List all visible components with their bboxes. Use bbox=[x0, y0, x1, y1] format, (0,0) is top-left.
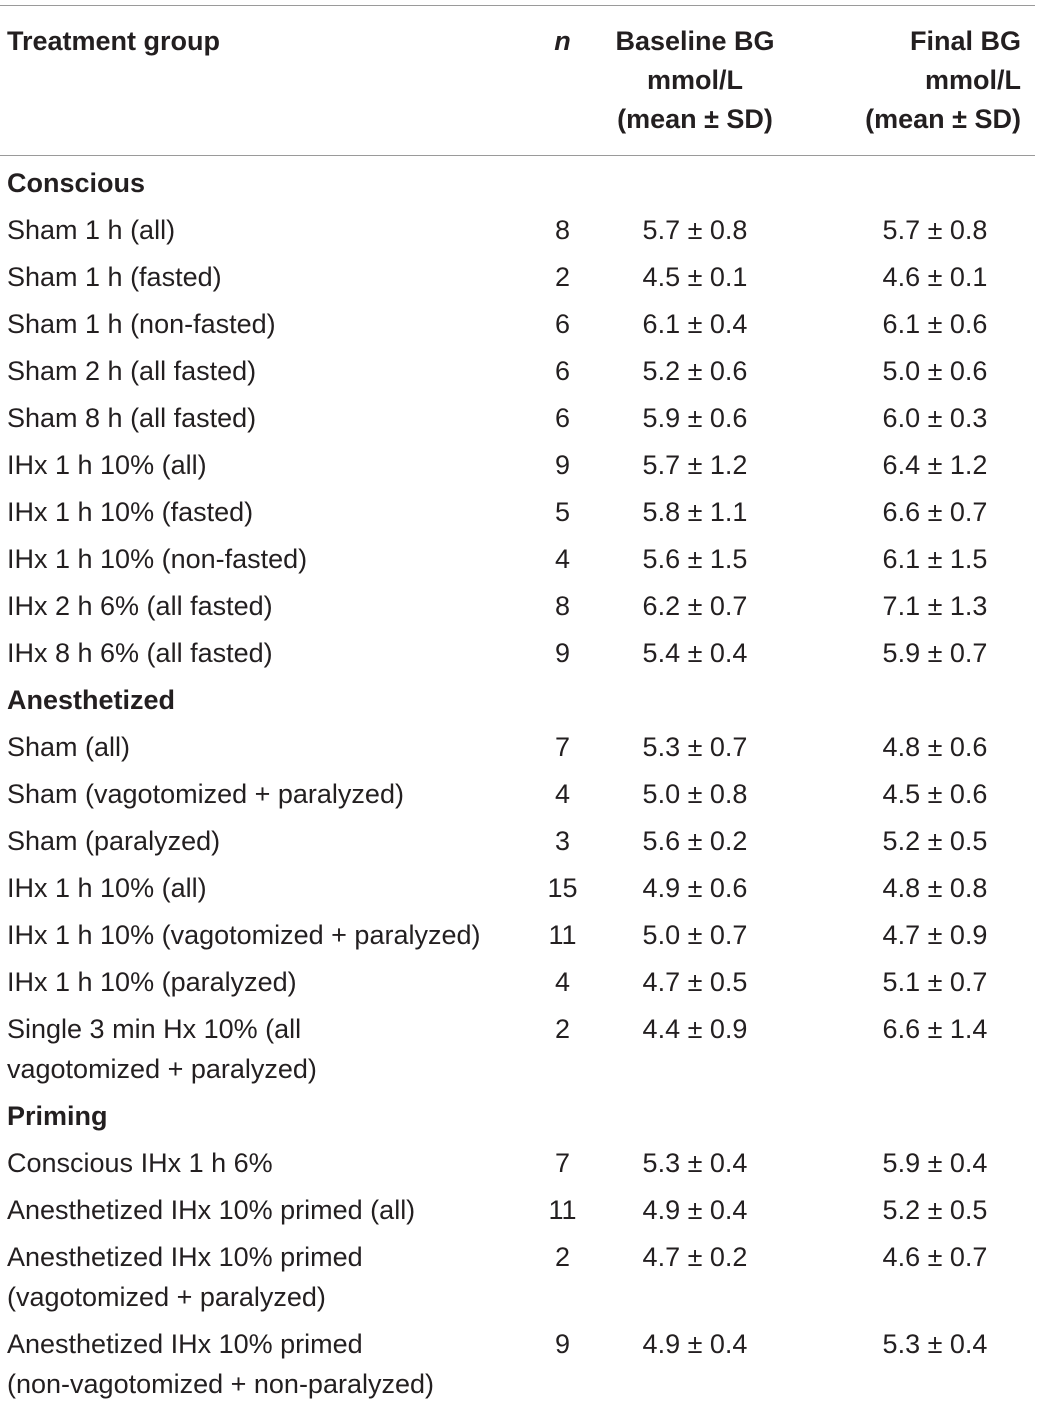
cell-final-bg: 4.6 ± 0.7 bbox=[882, 1242, 988, 1272]
cell-treatment-group: IHx 1 h 10% (vagotomized + paralyzed) bbox=[7, 920, 481, 950]
cell-baseline-bg: 5.3 ± 0.4 bbox=[642, 1148, 748, 1178]
cell-baseline-bg: 5.0 ± 0.8 bbox=[642, 779, 748, 809]
cell-treatment-group: Sham 1 h (non-fasted) bbox=[7, 309, 276, 339]
table-row bbox=[0, 395, 1035, 442]
table-row bbox=[0, 865, 1035, 912]
cell-treatment-group: IHx 8 h 6% (all fasted) bbox=[7, 638, 273, 668]
cell-final-bg: 5.3 ± 0.4 bbox=[882, 1329, 988, 1359]
table-header-row bbox=[0, 0, 1035, 139]
cell-final-bg: 5.2 ± 0.5 bbox=[882, 826, 988, 856]
table-row bbox=[0, 1140, 1035, 1187]
header-final-line: Final BG bbox=[909, 26, 1021, 56]
cell-treatment-group bbox=[0, 1006, 520, 1093]
cell-baseline-bg: 4.9 ± 0.4 bbox=[642, 1195, 748, 1225]
cell-baseline-bg: 4.7 ± 0.2 bbox=[642, 1242, 748, 1272]
table-row bbox=[0, 724, 1035, 771]
cell-treatment-group: Sham (paralyzed) bbox=[7, 826, 221, 856]
cell-final-bg: 5.0 ± 0.6 bbox=[882, 356, 988, 386]
cell-treatment-group: IHx 1 h 10% (paralyzed) bbox=[7, 967, 297, 997]
cell-final-bg: 4.6 ± 0.1 bbox=[882, 262, 988, 292]
cell-baseline-bg: 4.9 ± 0.6 bbox=[642, 873, 748, 903]
cell-treatment-group: IHx 1 h 10% (all) bbox=[7, 450, 207, 480]
section-title: Priming bbox=[7, 1101, 108, 1131]
cell-treatment-group-line: Anesthetized IHx 10% primed bbox=[7, 1242, 363, 1272]
cell-treatment-group: IHx 2 h 6% (all fasted) bbox=[7, 591, 273, 621]
cell-n: 9 bbox=[554, 638, 571, 668]
cell-n: 2 bbox=[554, 262, 571, 292]
table-row bbox=[0, 1321, 1035, 1408]
cell-treatment-group: Sham (vagotomized + paralyzed) bbox=[7, 779, 404, 809]
table-row bbox=[0, 489, 1035, 536]
table-row bbox=[0, 771, 1035, 818]
cell-treatment-group-line: Anesthetized IHx 10% primed bbox=[7, 1329, 363, 1359]
table-row bbox=[0, 348, 1035, 395]
cell-baseline-bg: 5.9 ± 0.6 bbox=[642, 403, 748, 433]
cell-final-bg: 4.8 ± 0.8 bbox=[882, 873, 988, 903]
cell-n: 3 bbox=[554, 826, 571, 856]
cell-n: 6 bbox=[554, 309, 571, 339]
cell-final-bg: 5.9 ± 0.7 bbox=[882, 638, 988, 668]
cell-final-bg: 6.6 ± 0.7 bbox=[882, 497, 988, 527]
cell-treatment-group bbox=[0, 1234, 520, 1321]
table-row bbox=[0, 301, 1035, 348]
cell-baseline-bg: 4.7 ± 0.5 bbox=[642, 967, 748, 997]
cell-final-bg: 4.8 ± 0.6 bbox=[882, 732, 988, 762]
cell-final-bg: 6.6 ± 1.4 bbox=[882, 1014, 988, 1044]
cell-baseline-bg: 4.4 ± 0.9 bbox=[642, 1014, 748, 1044]
cell-treatment-group: Sham 1 h (fasted) bbox=[7, 262, 222, 292]
cell-final-bg: 6.1 ± 0.6 bbox=[882, 309, 988, 339]
cell-final-bg: 6.4 ± 1.2 bbox=[882, 450, 988, 480]
cell-n: 6 bbox=[554, 403, 571, 433]
cell-treatment-group: Sham 1 h (all) bbox=[7, 215, 176, 245]
table-row bbox=[0, 1234, 1035, 1321]
table-row bbox=[0, 1187, 1035, 1234]
section-header-row bbox=[0, 160, 1035, 207]
cell-n: 5 bbox=[554, 497, 571, 527]
cell-treatment-group: Sham 2 h (all fasted) bbox=[7, 356, 257, 386]
cell-n: 4 bbox=[554, 544, 571, 574]
cell-treatment-group: IHx 1 h 10% (fasted) bbox=[7, 497, 254, 527]
cell-treatment-group-line: (vagotomized + paralyzed) bbox=[7, 1282, 326, 1312]
cell-baseline-bg: 5.2 ± 0.6 bbox=[642, 356, 748, 386]
cell-final-bg: 5.2 ± 0.5 bbox=[882, 1195, 988, 1225]
section-title: Anesthetized bbox=[7, 685, 176, 715]
table-row bbox=[0, 254, 1035, 301]
table-row bbox=[0, 583, 1035, 630]
header-baseline-line: Baseline BG bbox=[615, 26, 775, 56]
cell-baseline-bg: 6.1 ± 0.4 bbox=[642, 309, 748, 339]
table-row bbox=[0, 1006, 1035, 1093]
cell-baseline-bg: 5.7 ± 1.2 bbox=[642, 450, 748, 480]
header-final-bg bbox=[785, 0, 1035, 139]
cell-treatment-group: IHx 1 h 10% (non-fasted) bbox=[7, 544, 308, 574]
cell-final-bg: 7.1 ± 1.3 bbox=[882, 591, 988, 621]
cell-n: 15 bbox=[547, 873, 578, 903]
cell-treatment-group: IHx 1 h 10% (all) bbox=[7, 873, 207, 903]
table-row bbox=[0, 959, 1035, 1006]
cell-treatment-group bbox=[0, 1321, 520, 1408]
cell-final-bg: 4.5 ± 0.6 bbox=[882, 779, 988, 809]
cell-n: 11 bbox=[548, 920, 577, 950]
cell-n: 9 bbox=[554, 1329, 571, 1359]
cell-n: 11 bbox=[548, 1195, 577, 1225]
cell-treatment-group: Anesthetized IHx 10% primed (all) bbox=[7, 1195, 416, 1225]
header-treatment-group: Treatment group bbox=[7, 26, 221, 56]
cell-final-bg: 6.0 ± 0.3 bbox=[882, 403, 988, 433]
header-final-line: mmol/L bbox=[924, 65, 1021, 95]
cell-final-bg: 6.1 ± 1.5 bbox=[882, 544, 988, 574]
cell-final-bg: 5.7 ± 0.8 bbox=[882, 215, 988, 245]
cell-baseline-bg: 5.6 ± 0.2 bbox=[642, 826, 748, 856]
cell-baseline-bg: 4.9 ± 0.4 bbox=[642, 1329, 748, 1359]
cell-baseline-bg: 5.3 ± 0.7 bbox=[642, 732, 748, 762]
cell-baseline-bg: 4.5 ± 0.1 bbox=[642, 262, 748, 292]
cell-treatment-group: Sham 8 h (all fasted) bbox=[7, 403, 257, 433]
cell-treatment-group-line: vagotomized + paralyzed) bbox=[7, 1054, 317, 1084]
table-row bbox=[0, 207, 1035, 254]
section-title: Conscious bbox=[7, 168, 146, 198]
cell-baseline-bg: 5.0 ± 0.7 bbox=[642, 920, 748, 950]
cell-n: 6 bbox=[554, 356, 571, 386]
cell-n: 4 bbox=[554, 967, 571, 997]
cell-treatment-group-line: (non-vagotomized + non-paralyzed) bbox=[7, 1369, 434, 1399]
cell-n: 2 bbox=[554, 1014, 571, 1044]
header-baseline-line: mmol/L bbox=[646, 65, 743, 95]
cell-n: 8 bbox=[554, 215, 571, 245]
cell-baseline-bg: 5.4 ± 0.4 bbox=[642, 638, 748, 668]
table-body bbox=[0, 139, 1035, 1408]
cell-n: 9 bbox=[554, 450, 571, 480]
cell-baseline-bg: 5.6 ± 1.5 bbox=[642, 544, 748, 574]
cell-final-bg: 5.9 ± 0.4 bbox=[882, 1148, 988, 1178]
section-header-row bbox=[0, 677, 1035, 724]
section-header-row bbox=[0, 1093, 1035, 1140]
table-row bbox=[0, 912, 1035, 959]
table-row bbox=[0, 630, 1035, 677]
cell-n: 2 bbox=[554, 1242, 571, 1272]
table-row bbox=[0, 442, 1035, 489]
cell-treatment-group: Sham (all) bbox=[7, 732, 131, 762]
header-baseline-line: (mean ± SD) bbox=[617, 104, 773, 134]
cell-n: 4 bbox=[554, 779, 571, 809]
cell-baseline-bg: 5.7 ± 0.8 bbox=[642, 215, 748, 245]
header-n: n bbox=[554, 26, 571, 56]
cell-treatment-group: Conscious IHx 1 h 6% bbox=[7, 1148, 273, 1178]
cell-baseline-bg: 5.8 ± 1.1 bbox=[642, 497, 748, 527]
header-final-line: (mean ± SD) bbox=[865, 104, 1021, 134]
cell-final-bg: 5.1 ± 0.7 bbox=[882, 967, 988, 997]
table-row bbox=[0, 818, 1035, 865]
cell-final-bg: 4.7 ± 0.9 bbox=[882, 920, 988, 950]
cell-n: 7 bbox=[554, 1148, 571, 1178]
cell-n: 8 bbox=[554, 591, 571, 621]
table-row bbox=[0, 536, 1035, 583]
cell-baseline-bg: 6.2 ± 0.7 bbox=[642, 591, 748, 621]
cell-n: 7 bbox=[554, 732, 571, 762]
cell-treatment-group-line: Single 3 min Hx 10% (all bbox=[7, 1014, 302, 1044]
header-baseline-bg bbox=[605, 0, 785, 139]
